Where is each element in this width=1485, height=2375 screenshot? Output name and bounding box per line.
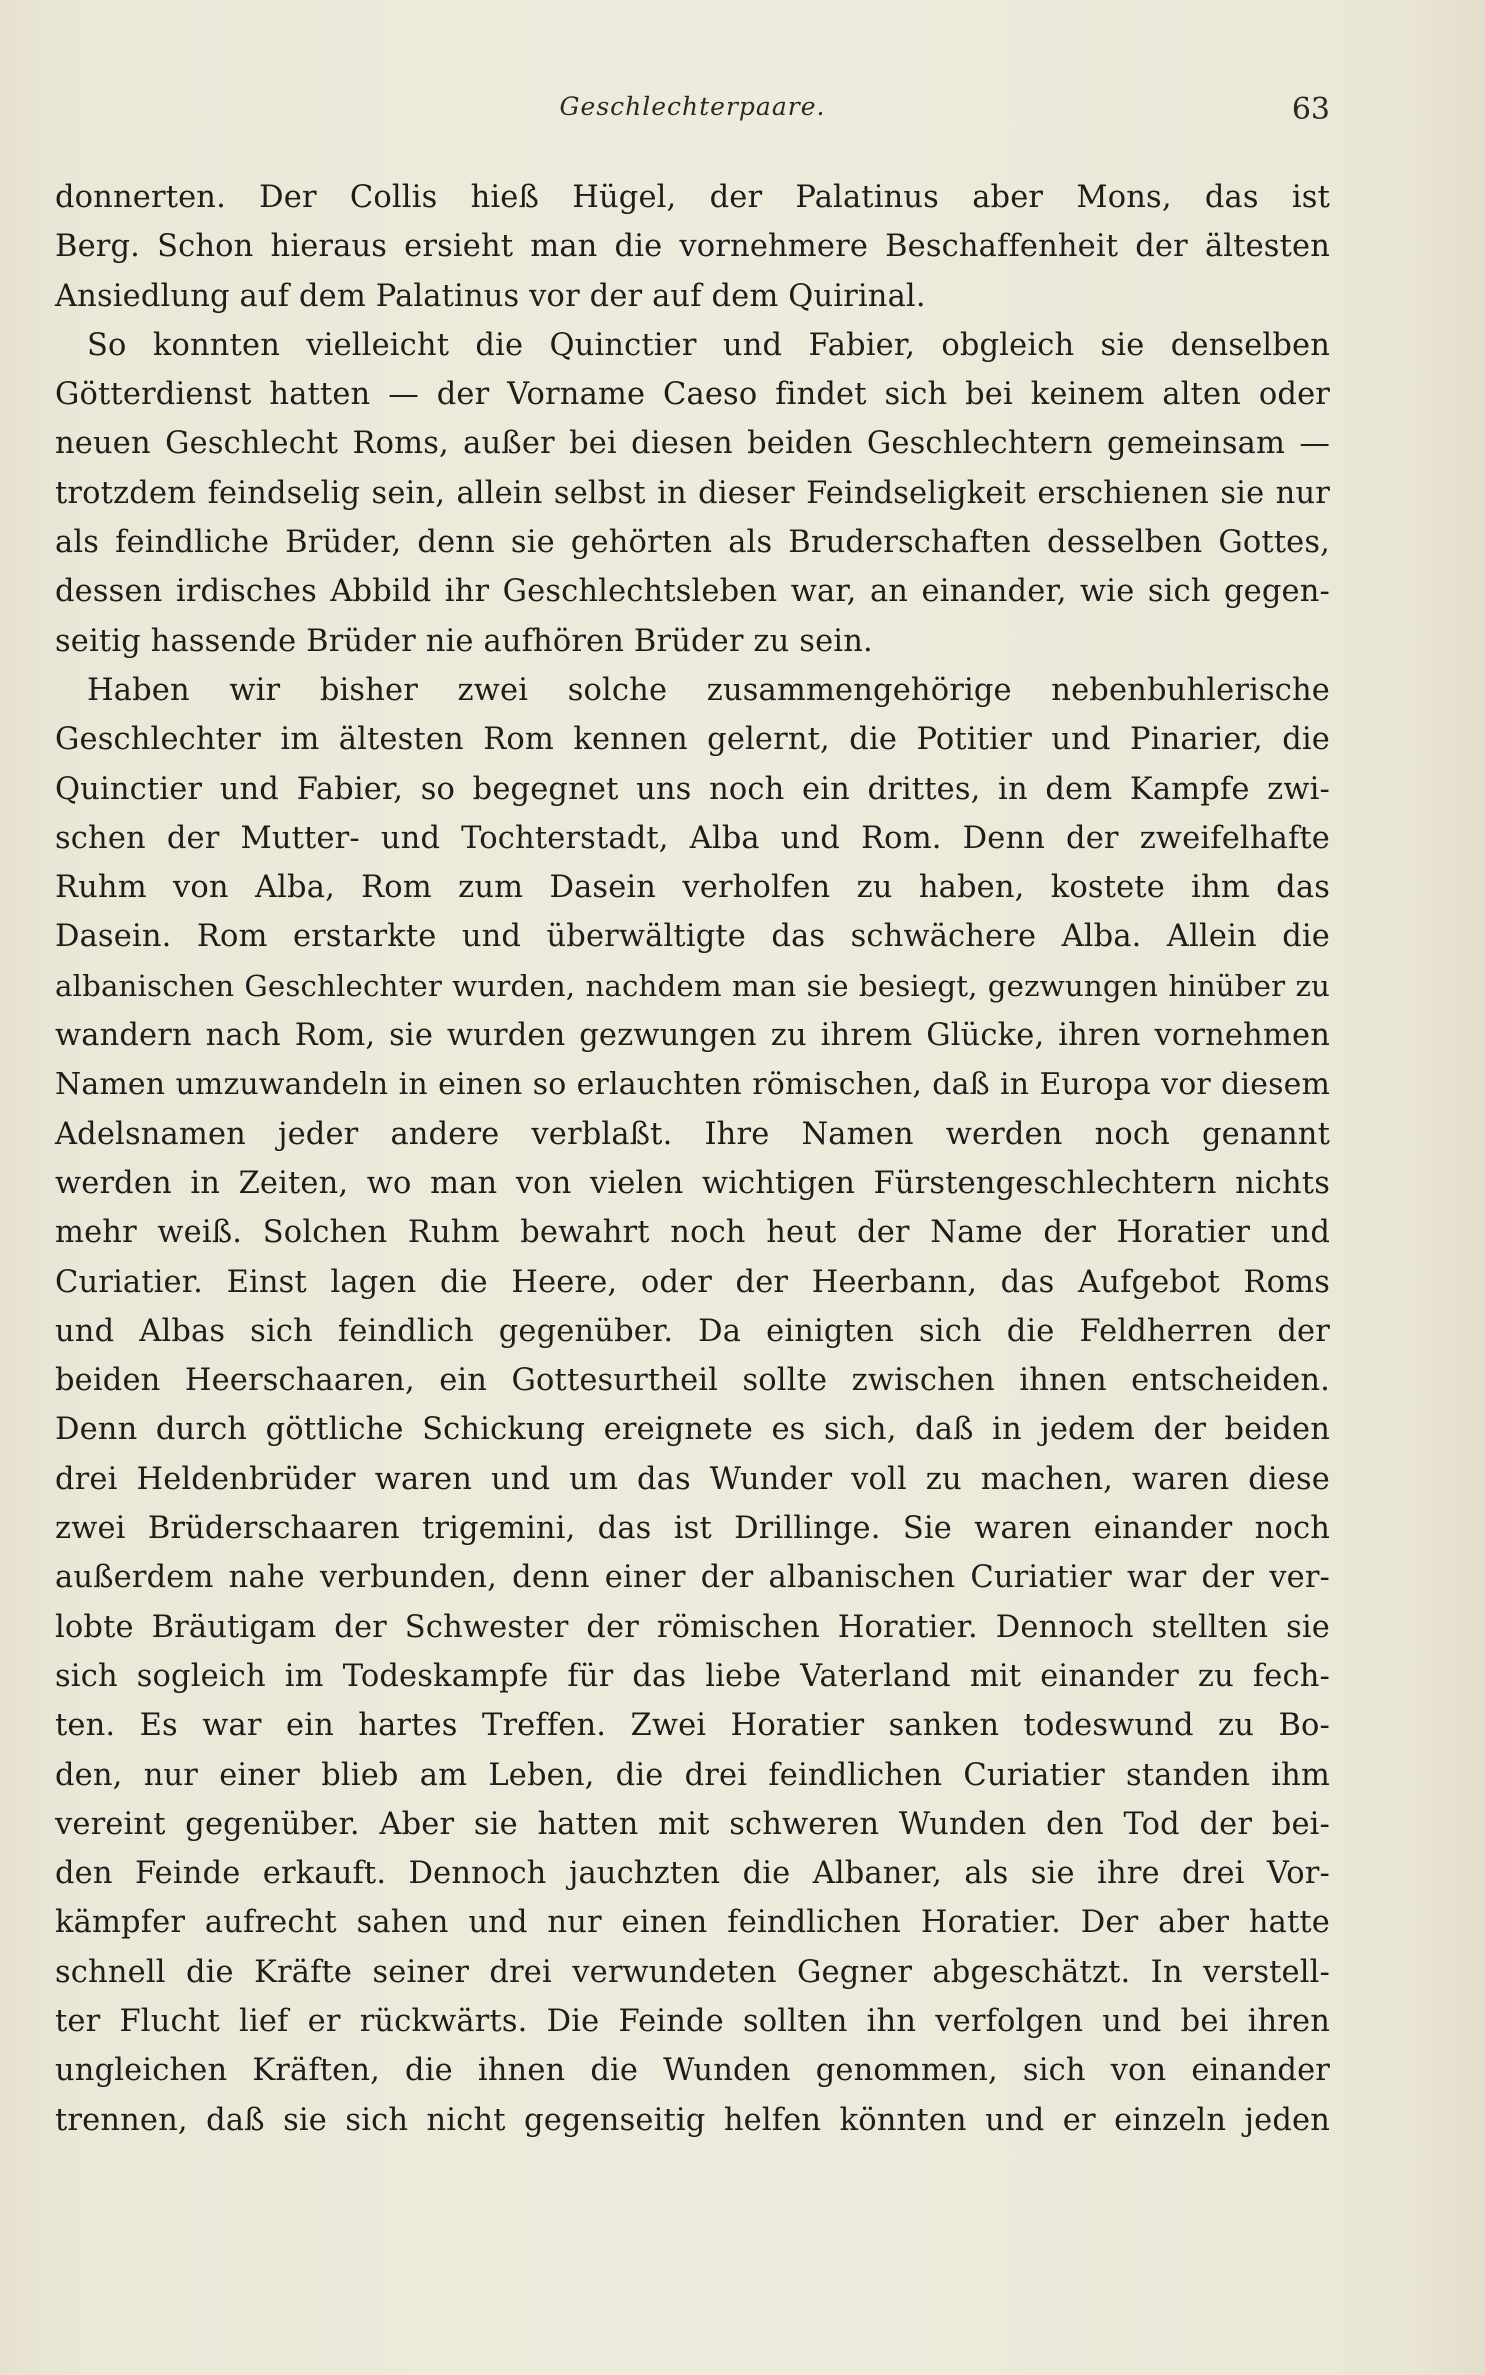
text-line: als feindliche Brüder, denn sie gehörten als Bruderschaften desselben Gottes,	[55, 525, 1330, 561]
text-line: dessen irdisches Abbild ihr Geschlechtsleben war, an einander, wie sich gegen-	[55, 574, 1330, 610]
running-head	[55, 92, 1330, 132]
text-line: den Feinde erkauft. Dennoch jauchzten die Albaner, als sie ihre drei Vor-	[55, 1856, 1330, 1892]
text-line: vereint gegenüber. Aber sie hatten mit schweren Wunden den Tod der bei-	[55, 1806, 1330, 1842]
text-line: zwei Brüderschaaren trigemini, das ist Drillinge. Sie waren einander noch	[55, 1511, 1330, 1547]
page-number: 63	[1291, 92, 1330, 127]
text-line: mehr weiß. Solchen Ruhm bewahrt noch heut der Name der Horatier und	[55, 1215, 1330, 1251]
text-line: den, nur einer blieb am Leben, die drei feindlichen Curiatier standen ihm	[55, 1757, 1330, 1793]
text-line: trennen, daß sie sich nicht gegenseitig helfen könnten und er einzeln jeden	[55, 2102, 1330, 2138]
text-line: Namen umzuwandeln in einen so erlauchten römischen, daß in Europa vor diesem	[55, 1067, 1330, 1103]
text-line: wandern nach Rom, sie wurden gezwungen zu ihrem Glücke, ihren vornehmen	[55, 1018, 1330, 1054]
text-line: trotzdem feindselig sein, allein selbst in dieser Feindseligkeit erschienen sie nur	[55, 475, 1330, 511]
text-line: kämpfer aufrecht sahen und nur einen feindlichen Horatier. Der aber hatte	[55, 1905, 1330, 1941]
text-line: albanischen Geschlechter wurden, nachdem man sie besiegt, gezwungen hinüber zu	[55, 968, 1330, 1003]
text-line: und Albas sich feindlich gegenüber. Da einigten sich die Feldherren der	[55, 1313, 1330, 1349]
text-line: Ansiedlung auf dem Palatinus vor der auf dem Quirinal.	[55, 278, 926, 314]
text-line: donnerten. Der Collis hieß Hügel, der Palatinus aber Mons, das ist	[55, 180, 1330, 215]
text-line: drei Heldenbrüder waren und um das Wunder voll zu machen, waren diese	[55, 1461, 1330, 1497]
text-line: seitig hassende Brüder nie aufhören Brüder zu sein.	[55, 623, 873, 659]
text-line: Quinctier und Fabier, so begegnet uns noch ein drittes, in dem Kampfe zwi-	[55, 771, 1330, 807]
text-line: ungleichen Kräften, die ihnen die Wunden genommen, sich von einander	[55, 2053, 1330, 2089]
text-line: Denn durch göttliche Schickung ereignete es sich, daß in jedem der beiden	[55, 1412, 1330, 1448]
text-line: außerdem nahe verbunden, denn einer der albanischen Curiatier war der ver-	[55, 1560, 1330, 1596]
running-title: Geschlechterpaare.	[559, 92, 826, 121]
text-line: Adelsnamen jeder andere verblaßt. Ihre Namen werden noch genannt	[55, 1116, 1330, 1152]
text-line: sich sogleich im Todeskampfe für das liebe Vaterland mit einander zu fech-	[55, 1658, 1330, 1694]
text-line: schnell die Kräfte seiner drei verwundeten Gegner abgeschätzt. In verstell-	[55, 1954, 1330, 1990]
text-line: werden in Zeiten, wo man von vielen wichtigen Fürstengeschlechtern nichts	[55, 1165, 1330, 1201]
text-line: ter Flucht lief er rückwärts. Die Feinde sollten ihn verfolgen und bei ihren	[55, 2003, 1330, 2039]
text-line: lobte Bräutigam der Schwester der römischen Horatier. Dennoch stellten sie	[55, 1609, 1330, 1645]
text-line: schen der Mutter- und Tochterstadt, Alba und Rom. Denn der zweifelhafte	[55, 820, 1330, 856]
text-line: neuen Geschlecht Roms, außer bei diesen beiden Geschlechtern gemeinsam —	[55, 426, 1330, 462]
text-line: Dasein. Rom erstarkte und überwältigte das schwächere Alba. Allein die	[55, 919, 1330, 955]
text-line: beiden Heerschaaren, ein Gottesurtheil sollte zwischen ihnen entscheiden.	[55, 1363, 1330, 1399]
text-line: Haben wir bisher zwei solche zusammengehörige nebenbuhlerische	[87, 672, 1330, 708]
text-line: Curiatier. Einst lagen die Heere, oder der Heerbann, das Aufgebot Roms	[55, 1264, 1330, 1300]
body-text	[55, 173, 1330, 2145]
text-line: Ruhm von Alba, Rom zum Dasein verholfen zu haben, kostete ihm das	[55, 870, 1330, 906]
text-line: Geschlechter im ältesten Rom kennen gelernt, die Potitier und Pinarier, die	[55, 722, 1330, 758]
text-line: So konnten vielleicht die Quinctier und Fabier, obgleich sie denselben	[87, 327, 1330, 363]
text-line: Götterdienst hatten — der Vorname Caeso findet sich bei keinem alten oder	[55, 377, 1330, 413]
text-line: ten. Es war ein hartes Treffen. Zwei Horatier sanken todeswund zu Bo-	[55, 1708, 1330, 1744]
text-line: Berg. Schon hieraus ersieht man die vornehmere Beschaffenheit der ältesten	[55, 229, 1330, 265]
